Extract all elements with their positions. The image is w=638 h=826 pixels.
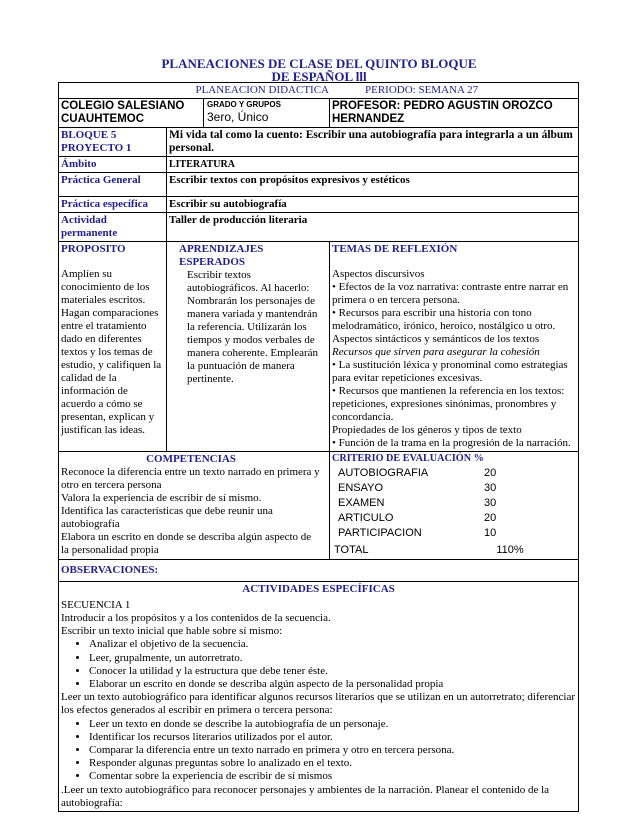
competencias-heading: COMPETENCIAS: [146, 453, 236, 465]
competencias-line: Identifica las características que debe reunir una autobiografía: [61, 505, 273, 530]
criterio-value: 20: [484, 466, 497, 479]
periodo-label: PERIODO: SEMANA 27: [365, 84, 479, 96]
actividad-value: Taller de producción literaria: [167, 213, 579, 242]
proposito-heading: PROPOSITO: [61, 243, 126, 255]
header-row: [59, 83, 579, 99]
criterio-row: [332, 511, 576, 526]
criterio-row: [332, 496, 576, 511]
practica-general-value: Escribir textos con propósitos expresivos y estéticos: [167, 173, 579, 197]
temas-line: • Recursos para escribir una historia con tono melodramático, irónico, heroico, nostálgico u otro.: [332, 307, 556, 332]
competencias-line: Valora la experiencia de escribir de sí mismo.: [61, 492, 262, 504]
criterio-table: [332, 466, 576, 558]
practica-general-label: Práctica General: [59, 173, 167, 197]
temas-line: Propiedades de los géneros y tipos de texto: [332, 424, 522, 436]
list-item: • Comparar la diferencia entre un texto narrado en primera y otro en tercera persona.: [89, 744, 576, 757]
actividades-list2: [61, 718, 576, 784]
temas-line: • La sustitución léxica y pronominal como estrategias para evitar repeticiones excesivas.: [332, 359, 568, 384]
practica-especifica-value: Escribir su autobiografía: [167, 197, 579, 213]
criterio-row: [332, 466, 576, 481]
actividades-list1: [61, 638, 576, 691]
document-title-line1: PLANEACIONES DE CLASE DEL QUINTO BLOQUE: [161, 56, 477, 71]
temas-line: • Efectos de la voz narrativa: contraste entre narrar en primera o en tercera persona.: [332, 281, 569, 306]
list-item: • Conocer la utilidad y la estructura que debe tener éste.: [89, 665, 576, 678]
profesor-name: PROFESOR: PEDRO AGUSTIN OROZCO HERNANDEZ: [330, 99, 579, 128]
proposito-text: Amplíen su conocimiento de los materiales escritos. Hagan comparaciones entre el tratamiento dado en diferentes textos y los temas de estudio, y califiquen la calidad de la información de acuerdo a cómo se presentan, explican y justifican las ideas.: [61, 268, 162, 436]
practica-general-row: [59, 173, 579, 197]
actividades-row: [59, 581, 579, 811]
criterio-total-value: 110%: [496, 543, 524, 556]
actividades-intro2: Escribir un texto inicial que hable sobre sí mismo:: [61, 625, 283, 638]
actividad-label: Actividad permanente: [59, 213, 167, 242]
temas-line: • Función de la trama en la progresión de la narración.: [332, 437, 571, 449]
temas-line: • Recursos que mantienen la referencia en los textos: repeticiones, expresiones sinónimas, pronombres y concordancia.: [332, 385, 565, 423]
competencias-row: [59, 452, 579, 560]
criterio-value: 30: [484, 496, 497, 509]
secuencia-label: SECUENCIA 1: [61, 598, 131, 611]
criterio-name: AUTOBIOGRAFIA: [338, 466, 429, 479]
criterio-row: [332, 481, 576, 496]
temas-line: Aspectos discursivos: [332, 268, 425, 280]
criterio-name: PARTICIPACION: [338, 526, 422, 539]
actividades-para3: .Leer un texto autobiográfico para reconocer personajes y ambientes de la narración. Planear el contenido de la autobiografía:: [61, 783, 550, 809]
aprendizajes-text: Escribir textos autobiográficos. Al hacerlo: Nombrarán los personajes de manera variada y mantendrán la referencia. Utilizarán los tiempos y modos verbales de manera coherente. Emplearán la puntuación de manera pertinente.: [187, 269, 319, 385]
list-item: • Responder algunas preguntas sobre lo analizado en el texto.: [89, 757, 576, 770]
actividad-row: [59, 213, 579, 242]
school-row: [59, 99, 579, 128]
competencias-line: Reconoce la diferencia entre un texto narrado en primera y otro en tercera persona: [61, 466, 320, 491]
planeacion-label: PLANEACION DIDACTICA: [195, 84, 329, 96]
criterio-heading: CRITERIO DE EVALUACIÓN %: [332, 453, 484, 464]
planeacion-table: [58, 82, 579, 812]
list-item: • Leer un texto en donde se describe la autobiografía de un personaje.: [89, 718, 576, 731]
aprendizajes-heading: APRENDIZAJES ESPERADOS: [179, 243, 264, 268]
proyecto-label: PROYECTO 1: [61, 142, 132, 154]
criterio-total-label: TOTAL: [334, 543, 369, 556]
actividades-heading: ACTIVIDADES ESPECÍFICAS: [242, 582, 395, 595]
document-title-line2: DE ESPAÑOL lll: [271, 69, 367, 84]
practica-especifica-label: Práctica específica: [59, 197, 167, 213]
observaciones-label: OBSERVACIONES:: [59, 559, 579, 581]
list-item: • Leer, grupalmente, un autorretrato.: [89, 652, 576, 665]
criterio-name: EXAMEN: [338, 496, 385, 509]
temas-line: Aspectos sintácticos y semánticos de los textos: [332, 333, 540, 345]
criterio-value: 10: [484, 526, 497, 539]
actividades-para2: Leer un texto autobiográfico para identificar algunos recursos literarios que se utilizan en un autorretrato; diferenciar los efectos generados al escribir en primera o tercera persona:: [61, 691, 576, 717]
practica-especifica-row: [59, 197, 579, 213]
actividades-intro1: Introducir a los propósitos y a los contenidos de la secuencia.: [61, 612, 331, 624]
observaciones-row: [59, 559, 579, 581]
criterio-total-row: [332, 541, 576, 558]
ambito-value: LITERATURA: [167, 157, 579, 173]
criterio-value: 30: [484, 481, 497, 494]
list-item: • Analizar el objetivo de la secuencia.: [89, 638, 576, 651]
list-item: • Elaborar un escrito en donde se describa algún aspecto de la personalidad propia: [89, 678, 576, 691]
criterio-name: ENSAYO: [338, 481, 384, 494]
competencias-line: Elabora un escrito en donde se describa algún aspecto de la personalidad propia: [61, 531, 312, 556]
temas-line: Recursos que sirven para asegurar la cohesión: [332, 346, 540, 358]
bloque-value: Mi vida tal como la cuento: Escribir una autobiografía para integrarla a un álbum personal.: [167, 128, 579, 157]
list-item: • Comentar sobre la experiencia de escribir de sí mismos: [89, 770, 576, 783]
bloque-label: BLOQUE 5: [61, 129, 117, 141]
grado-label: GRADO Y GRUPOS: [207, 100, 281, 109]
ambito-row: [59, 157, 579, 173]
list-item: • Identificar los recursos literarios utilizados por el autor.: [89, 731, 576, 744]
criterio-name: ARTICULO: [338, 511, 394, 524]
temas-heading: TEMAS DE REFLEXIÓN: [332, 243, 458, 255]
ambito-label: Ámbito: [59, 157, 167, 173]
bloque-row: [59, 128, 579, 157]
criterio-value: 20: [484, 511, 497, 524]
grado-value: 3ero, Único: [207, 110, 269, 124]
colegio-name: COLEGIO SALESIANO CUAUHTEMOC: [59, 99, 204, 128]
proposito-row: [59, 242, 579, 452]
criterio-row: [332, 526, 576, 541]
